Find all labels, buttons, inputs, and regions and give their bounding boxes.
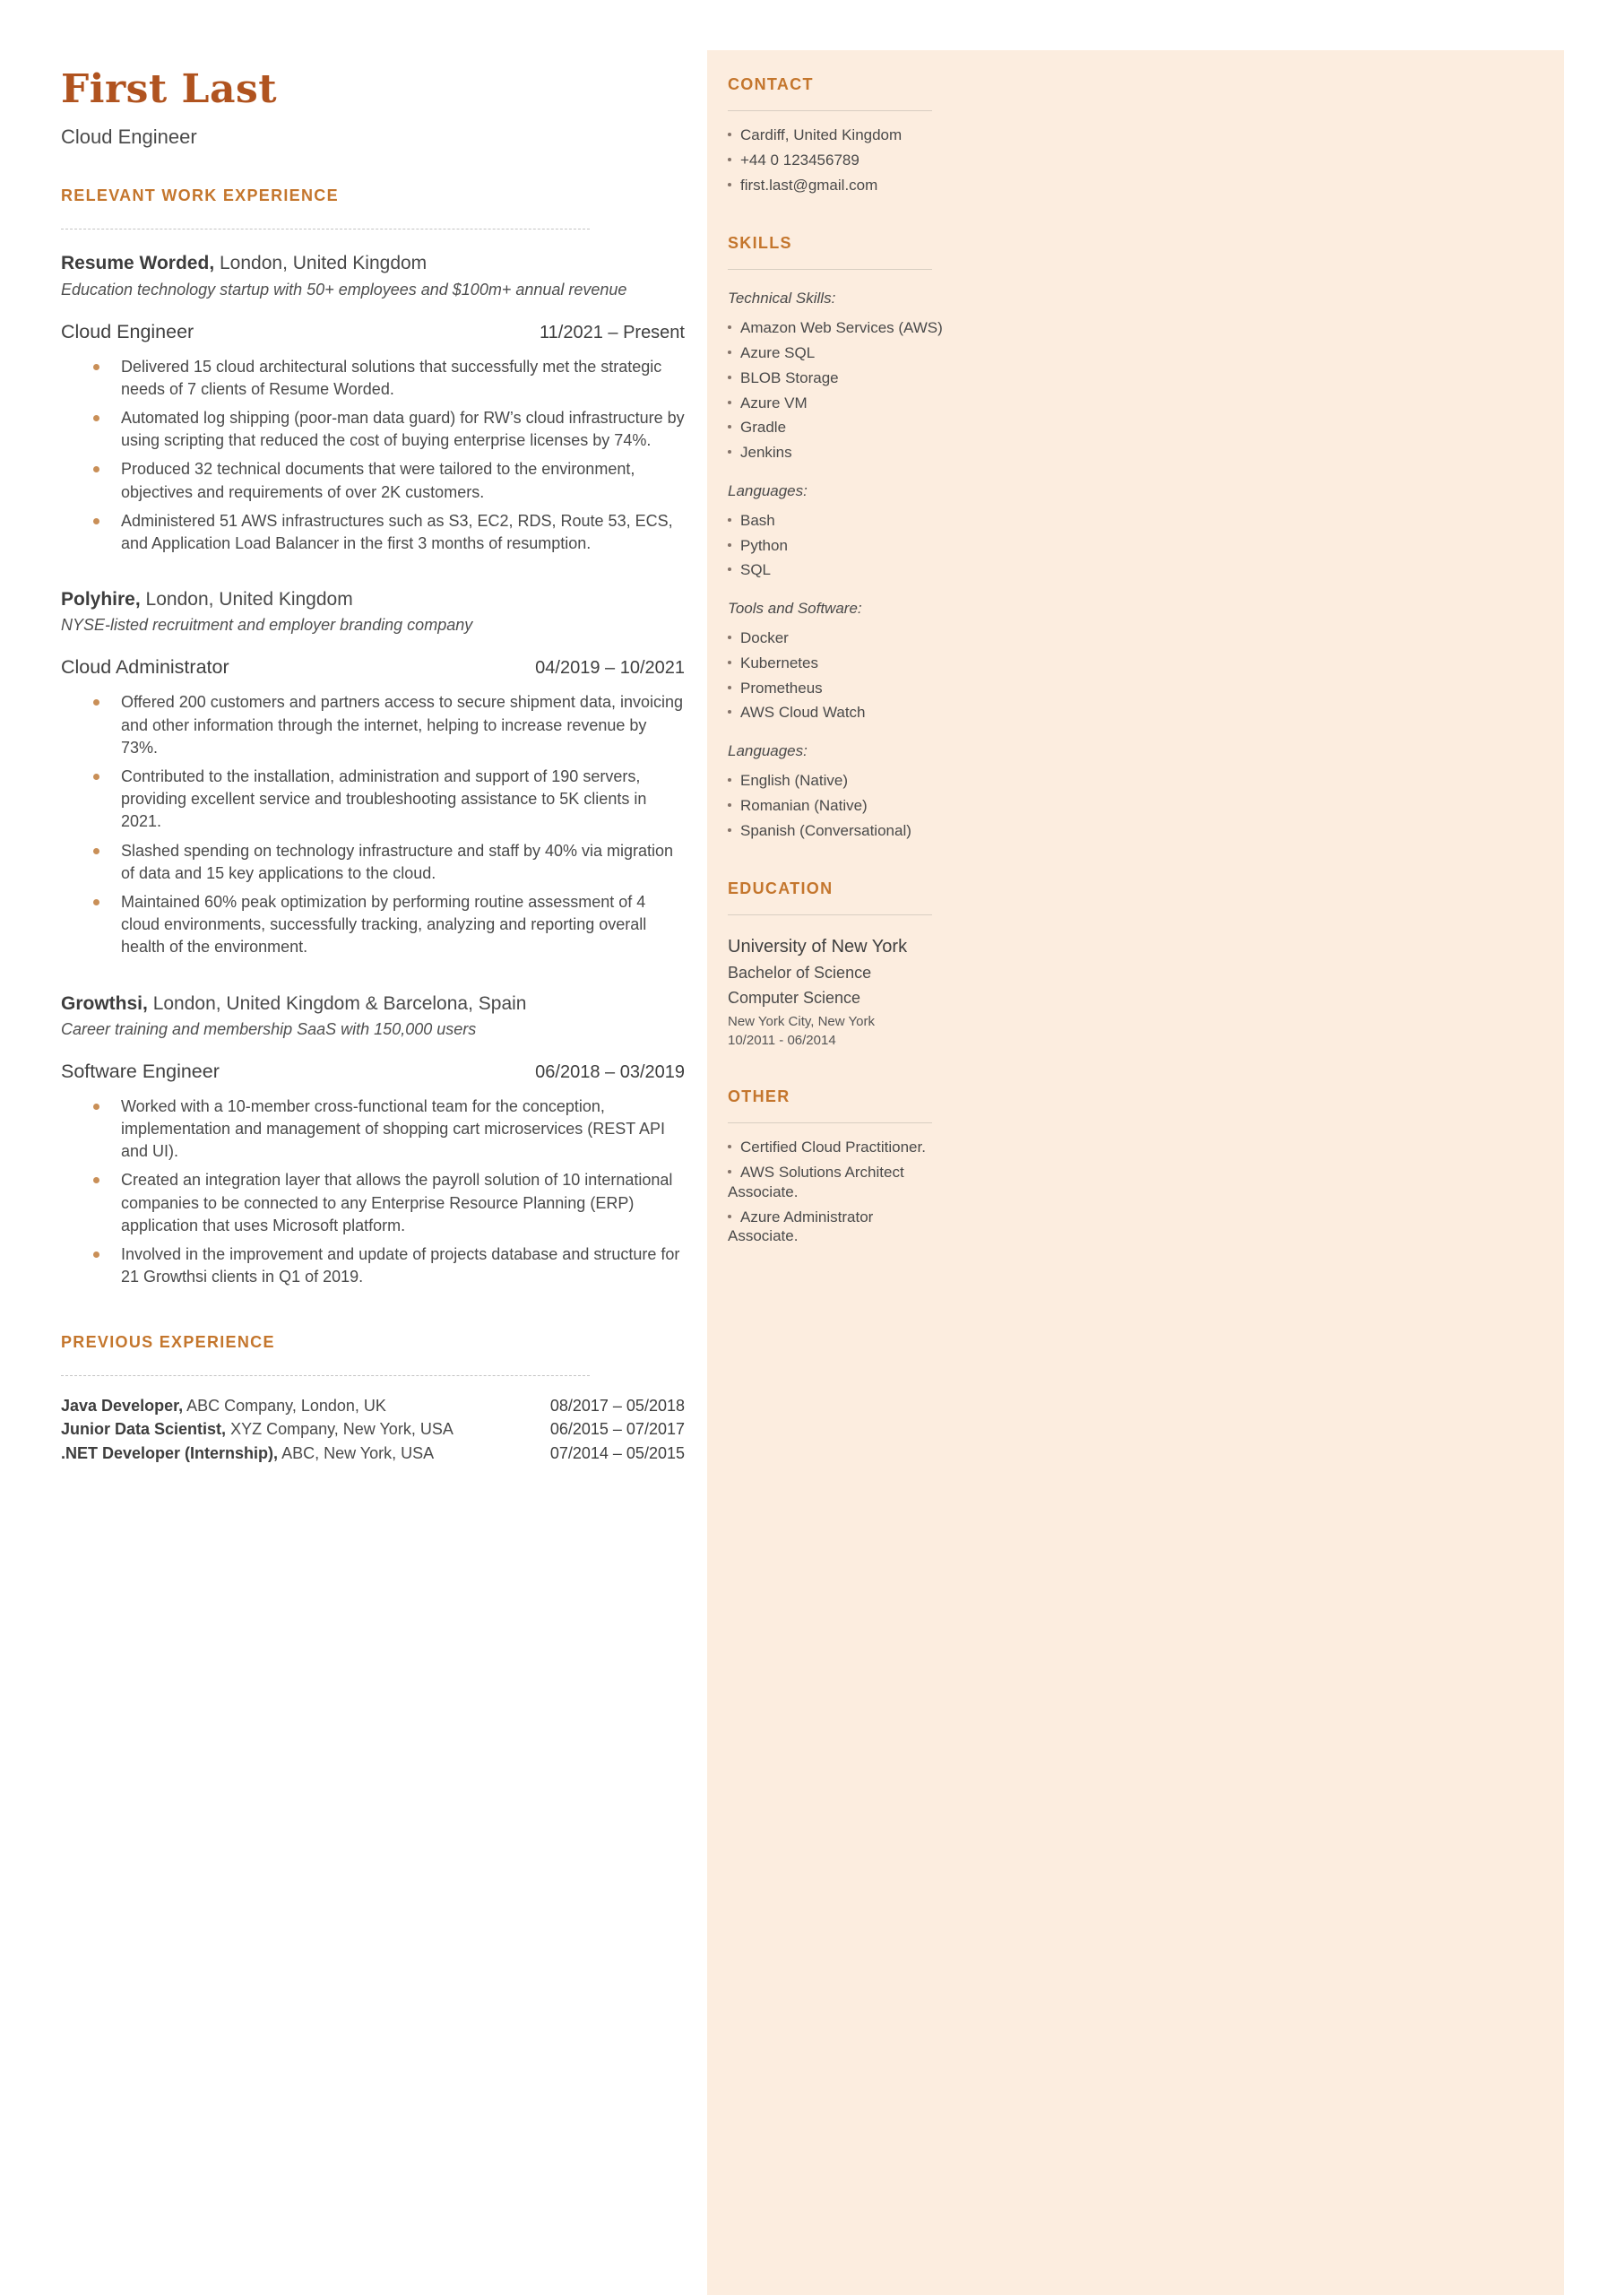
role-dates: 04/2019 – 10/2021 — [535, 658, 685, 679]
previous-experience-list — [61, 1394, 685, 1464]
skill-item: English (Native) — [728, 771, 945, 791]
bullet-item: Maintained 60% peak optimization by performing routine assessment of 4 cloud environments, successfully tracking, analyzing and reporting overall health of the environment. — [61, 891, 685, 959]
section-heading-relevant-work-experience: RELEVANT WORK EXPERIENCE — [61, 186, 339, 205]
skill-item: SQL — [728, 560, 945, 580]
section-heading-education: EDUCATION — [728, 879, 834, 898]
bullet-list — [61, 691, 685, 958]
skill-item: Prometheus — [728, 679, 945, 698]
skill-item: Amazon Web Services (AWS) — [728, 318, 945, 338]
previous-dates: 07/2014 – 05/2015 — [549, 1443, 685, 1462]
company-tagline: Education technology startup with 50+ employees and $100m+ annual revenue — [61, 280, 627, 299]
skill-item: Spanish (Conversational) — [728, 821, 945, 841]
bullet-item: Contributed to the installation, administration and support of 190 servers, providing excellent service and troubleshooting assistance to 5K clients in 2021. — [61, 766, 685, 834]
education-location: New York City, New York — [728, 1014, 875, 1030]
company-location: London, United Kingdom — [145, 589, 353, 611]
skill-item: Azure SQL — [728, 343, 945, 363]
company-name: Growthsi, — [61, 992, 148, 1014]
company-line — [61, 587, 685, 611]
previous-company: ABC Company, London, UK — [186, 1397, 386, 1416]
role-row — [61, 321, 685, 343]
bullet-item: Automated log shipping (poor-man data guard) for RW’s cloud infrastructure by using scripting that reduced the cost of buying enterprise licenses by 74%. — [61, 407, 685, 452]
bullet-item: Administered 51 AWS infrastructures such as S3, EC2, RDS, Route 53, ECS, and Application Load Balancer in the first 3 months of resumption. — [61, 510, 685, 555]
other-item: Certified Cloud Practitioner. — [728, 1138, 945, 1157]
divider — [61, 229, 590, 230]
divider — [728, 110, 932, 111]
skills-list — [728, 318, 945, 463]
company-location: London, United Kingdom — [220, 253, 428, 274]
skills-list — [728, 511, 945, 580]
role-title: Cloud Administrator — [61, 656, 229, 679]
company-line — [61, 251, 685, 275]
education-dates: 10/2011 - 06/2014 — [728, 1033, 836, 1049]
skills-list — [728, 628, 945, 723]
skill-item: Azure VM — [728, 394, 945, 413]
previous-role: .NET Developer (Internship), — [61, 1443, 279, 1462]
sidebar — [707, 50, 1564, 2295]
previous-role-line — [61, 1394, 386, 1417]
job-entry-polyhire — [61, 587, 685, 958]
company-name: Polyhire, — [61, 589, 141, 611]
skills-group-label: Technical Skills: — [728, 290, 836, 307]
job-entry-growthsi — [61, 992, 685, 1289]
section-heading-skills: SKILLS — [728, 234, 792, 253]
resume-name: First Last — [61, 66, 278, 112]
skills-group-label: Tools and Software: — [728, 600, 862, 617]
skill-item: Bash — [728, 511, 945, 531]
section-heading-other: OTHER — [728, 1087, 790, 1106]
previous-experience-row — [61, 1442, 685, 1465]
skills-group-label: Languages: — [728, 481, 808, 499]
previous-role-line — [61, 1442, 434, 1465]
contact-item-phone: +44 0 123456789 — [728, 151, 945, 170]
previous-company: ABC, New York, USA — [281, 1443, 435, 1462]
main-column — [61, 68, 685, 1465]
role-title: Software Engineer — [61, 1060, 220, 1082]
skill-item: Python — [728, 536, 945, 556]
skill-item: Docker — [728, 628, 945, 648]
role-row — [61, 1061, 685, 1083]
resume-job-title: Cloud Engineer — [61, 126, 197, 149]
company-name: Resume Worded, — [61, 253, 215, 274]
role-row — [61, 656, 685, 679]
bullet-list — [61, 1096, 685, 1289]
skill-item: Gradle — [728, 418, 945, 437]
previous-dates: 08/2017 – 05/2018 — [549, 1397, 685, 1416]
role-dates: 06/2018 – 03/2019 — [535, 1061, 685, 1082]
skill-item: Kubernetes — [728, 654, 945, 673]
bullet-list — [61, 356, 685, 556]
bullet-item: Produced 32 technical documents that were tailored to the environment, objectives and requirements of over 2K customers. — [61, 458, 685, 503]
previous-dates: 06/2015 – 07/2017 — [549, 1420, 685, 1439]
skill-item: Romanian (Native) — [728, 796, 945, 816]
role-dates: 11/2021 – Present — [540, 322, 685, 342]
other-item: Azure Administrator Associate. — [728, 1208, 945, 1247]
previous-role: Junior Data Scientist, — [61, 1420, 227, 1439]
contact-list — [728, 126, 945, 195]
previous-role: Java Developer, — [61, 1397, 184, 1416]
previous-role-line — [61, 1417, 454, 1441]
section-heading-previous-experience: PREVIOUS EXPERIENCE — [61, 1333, 275, 1352]
contact-item-location: Cardiff, United Kingdom — [728, 126, 945, 145]
divider — [728, 269, 932, 270]
company-tagline: NYSE-listed recruitment and employer branding company — [61, 616, 473, 635]
education-major: Computer Science — [728, 989, 861, 1008]
other-item: AWS Solutions Architect Associate. — [728, 1163, 945, 1202]
divider — [61, 1375, 590, 1376]
job-entry-resume-worded — [61, 251, 685, 555]
bullet-item: Slashed spending on technology infrastructure and staff by 40% via migration of data and 15 key applications to the cloud. — [61, 840, 685, 885]
previous-company: XYZ Company, New York, USA — [230, 1420, 454, 1439]
company-location: London, United Kingdom & Barcelona, Spain — [152, 992, 527, 1014]
other-list — [728, 1138, 945, 1246]
bullet-item: Offered 200 customers and partners access to secure shipment data, invoicing and other information through the internet, helping to increase revenue by 73%. — [61, 691, 685, 759]
previous-experience-row — [61, 1394, 685, 1417]
company-line — [61, 992, 685, 1016]
bullet-item: Involved in the improvement and update of projects database and structure for 21 Growthsi clients in Q1 of 2019. — [61, 1243, 685, 1288]
skills-list — [728, 771, 945, 840]
role-title: Cloud Engineer — [61, 320, 194, 342]
bullet-item: Created an integration layer that allows the payroll solution of 10 international companies to be connected to any Enterprise Resource Planning (ERP) application that uses Microsoft platform. — [61, 1169, 685, 1237]
bullet-item: Worked with a 10-member cross-functional team for the conception, implementation and management of shopping cart microservices (REST API and UI). — [61, 1096, 685, 1164]
education-degree: Bachelor of Science — [728, 964, 872, 983]
section-heading-contact: CONTACT — [728, 75, 814, 93]
skills-group-label: Languages: — [728, 742, 808, 759]
divider — [728, 914, 932, 915]
skill-item: Jenkins — [728, 443, 945, 463]
skill-item: BLOB Storage — [728, 368, 945, 388]
divider — [728, 1122, 932, 1123]
education-school: University of New York — [728, 937, 908, 957]
previous-experience-row — [61, 1417, 685, 1441]
bullet-item: Delivered 15 cloud architectural solutions that successfully met the strategic needs of 7 clients of Resume Worded. — [61, 356, 685, 401]
company-tagline: Career training and membership SaaS with 150,000 users — [61, 1019, 477, 1038]
contact-item-email: first.last@gmail.com — [728, 176, 945, 195]
skill-item: AWS Cloud Watch — [728, 703, 945, 723]
